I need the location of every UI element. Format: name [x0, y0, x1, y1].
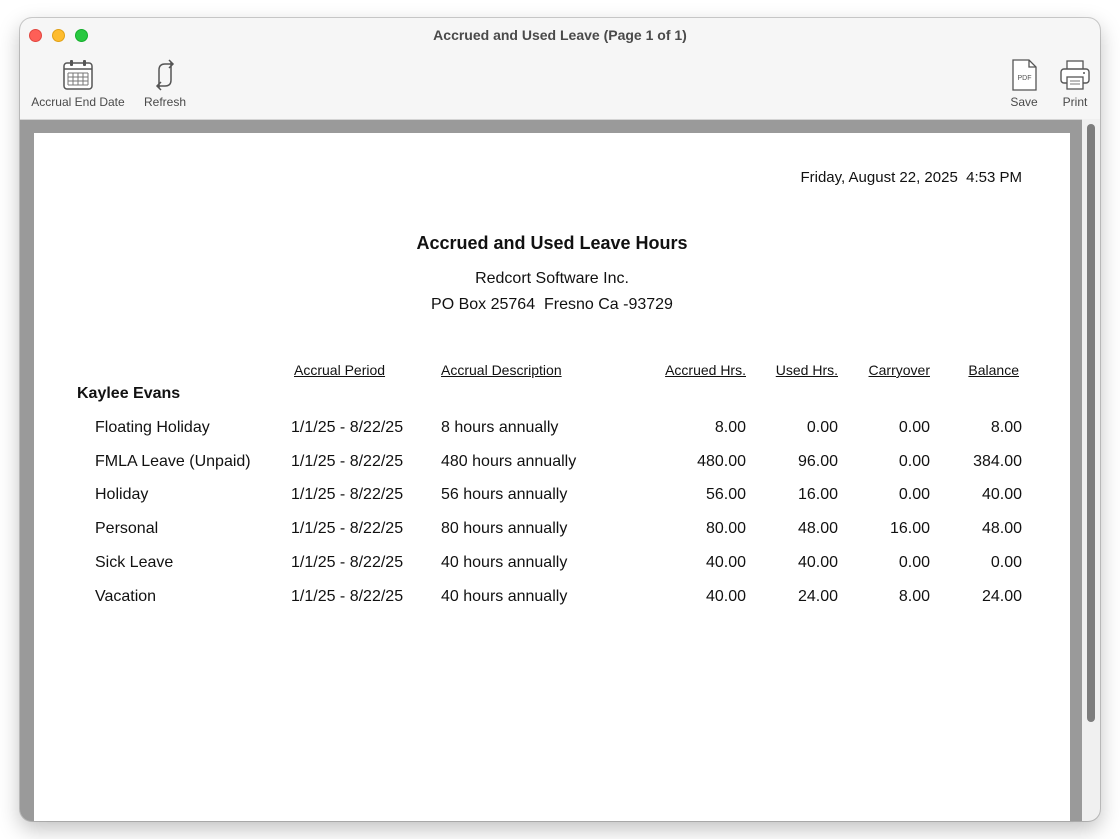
leave-type: Floating Holiday: [95, 419, 210, 436]
table-row: [34, 486, 1070, 510]
window-title: Accrued and Used Leave (Page 1 of 1): [433, 27, 687, 43]
save-label: Save: [1010, 95, 1038, 109]
leave-type: Vacation: [95, 588, 157, 605]
carryover: 0.00: [898, 419, 930, 436]
column-header-carryover: Carryover: [868, 362, 930, 378]
carryover: 0.00: [898, 453, 930, 470]
accrual-period: 1/1/25 - 8/22/25: [291, 554, 404, 571]
balance: 24.00: [981, 588, 1022, 605]
carryover: 0.00: [898, 554, 930, 571]
balance: 0.00: [990, 554, 1022, 571]
table-row: [34, 419, 1070, 443]
used-hrs: 24.00: [797, 588, 838, 605]
column-header-balance: Balance: [968, 362, 1019, 378]
carryover: 0.00: [898, 486, 930, 503]
balance: 40.00: [981, 486, 1022, 503]
printer-icon: [1058, 58, 1092, 92]
balance: 8.00: [990, 419, 1022, 436]
table-row: [34, 520, 1070, 544]
report-page: [34, 133, 1070, 821]
carryover: 8.00: [898, 588, 930, 605]
print-label: Print: [1062, 95, 1088, 109]
accrued-hrs: 40.00: [705, 588, 746, 605]
accrual-description: 40 hours annually: [441, 554, 568, 571]
accrual-description: 40 hours annually: [441, 588, 568, 605]
column-header-accrued-hrs: Accrued Hrs.: [665, 362, 746, 378]
save-button[interactable]: [1004, 58, 1044, 109]
accrual-end-date-label: Accrual End Date: [31, 95, 125, 109]
print-button[interactable]: [1053, 58, 1097, 109]
table-row: [34, 588, 1070, 612]
used-hrs: 48.00: [797, 520, 838, 537]
column-header-used-hrs: Used Hrs.: [775, 362, 838, 378]
svg-text:PDF: PDF: [1017, 75, 1032, 82]
report-window: [20, 18, 1100, 821]
accrued-hrs: 480.00: [697, 453, 746, 470]
balance: 48.00: [981, 520, 1022, 537]
refresh-label: Refresh: [143, 95, 187, 109]
accrual-period: 1/1/25 - 8/22/25: [291, 588, 404, 605]
accrued-hrs: 56.00: [705, 486, 746, 503]
company-address: PO Box 25764 Fresno Ca -93729: [431, 296, 673, 313]
column-header-accrual-period: Accrual Period: [294, 362, 386, 378]
used-hrs: 40.00: [797, 554, 838, 571]
accrued-hrs: 80.00: [705, 520, 746, 537]
used-hrs: 0.00: [806, 419, 838, 436]
company-name: Redcort Software Inc.: [475, 270, 629, 287]
calendar-icon: [62, 58, 94, 92]
accrual-period: 1/1/25 - 8/22/25: [291, 520, 404, 537]
balance: 384.00: [973, 453, 1022, 470]
used-hrs: 16.00: [797, 486, 838, 503]
accrual-description: 8 hours annually: [441, 419, 559, 436]
leave-type: Holiday: [95, 486, 149, 503]
accrual-description: 56 hours annually: [441, 486, 568, 503]
used-hrs: 96.00: [797, 453, 838, 470]
refresh-button[interactable]: [138, 58, 192, 109]
accrued-hrs: 8.00: [714, 419, 746, 436]
column-header-accrual-description: Accrual Description: [441, 362, 562, 378]
accrual-period: 1/1/25 - 8/22/25: [291, 453, 404, 470]
report-datetime: Friday, August 22, 2025 4:53 PM: [800, 169, 1022, 186]
employee-name: Kaylee Evans: [77, 385, 181, 402]
leave-type: Personal: [95, 520, 159, 537]
accrual-description: 80 hours annually: [441, 520, 568, 537]
accrual-period: 1/1/25 - 8/22/25: [291, 486, 404, 503]
report-title: Accrued and Used Leave Hours: [416, 233, 688, 253]
scrollbar-thumb[interactable]: [1087, 124, 1095, 722]
table-row: [34, 554, 1070, 578]
accrual-end-date-button[interactable]: [24, 58, 132, 109]
table-row: [34, 453, 1070, 477]
leave-type: Sick Leave: [95, 554, 174, 571]
refresh-icon: [149, 58, 181, 92]
accrued-hrs: 40.00: [705, 554, 746, 571]
window-titlebar: [20, 18, 1100, 120]
leave-type: FMLA Leave (Unpaid): [95, 453, 251, 470]
accrual-period: 1/1/25 - 8/22/25: [291, 419, 404, 436]
accrual-description: 480 hours annually: [441, 453, 577, 470]
carryover: 16.00: [889, 520, 930, 537]
pdf-file-icon: [1008, 58, 1040, 92]
